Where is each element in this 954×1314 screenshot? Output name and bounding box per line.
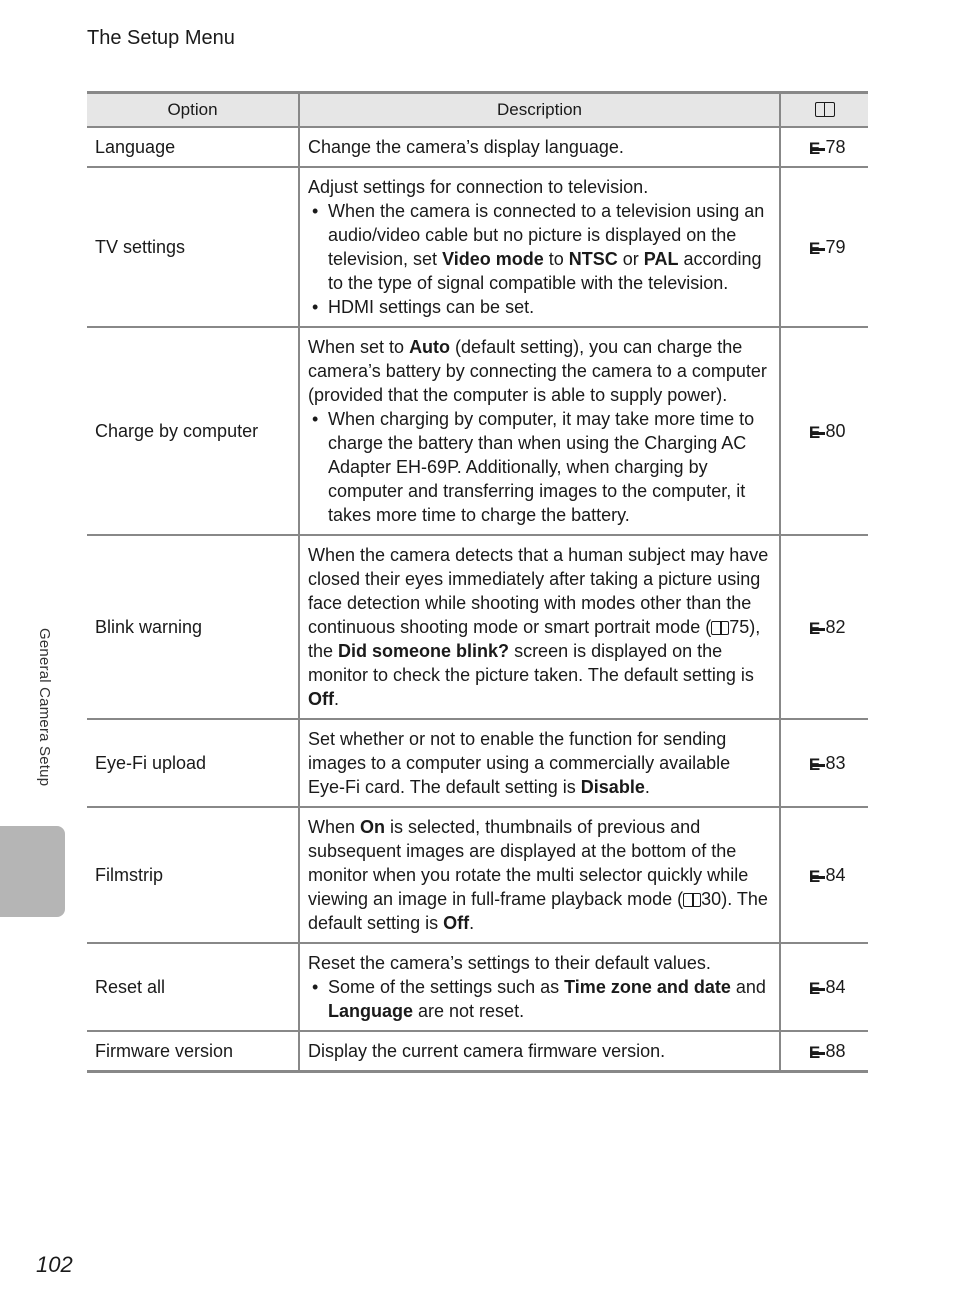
- page-reference: E 80: [780, 327, 868, 535]
- page-reference: E 84: [780, 807, 868, 943]
- page-reference: E 88: [780, 1031, 868, 1072]
- e-reference-icon: E: [803, 621, 825, 637]
- option-description: Change the camera’s display language.: [299, 127, 780, 167]
- e-reference-icon: E: [803, 425, 825, 441]
- table-row: [87, 127, 868, 167]
- option-name: Eye-Fi upload: [87, 719, 299, 807]
- column-header-reference: [780, 93, 868, 128]
- table-row: [87, 1031, 868, 1072]
- page-number: 102: [36, 1252, 73, 1277]
- option-description: When set to Auto (default setting), you can charge the camera’s battery by connecting the camera to a computer (provided that the computer is able to supply power). • When charging by computer, it may take more time to charge the battery than when using the Charging AC Adapter EH-69P. Additionally, when charging by computer and transferring images to the computer, it takes more time to charge the battery.: [299, 327, 780, 535]
- option-name: TV settings: [87, 167, 299, 327]
- column-header-description: Description: [299, 93, 780, 128]
- side-tab-label: General Camera Setup: [36, 628, 53, 787]
- option-name: Blink warning: [87, 535, 299, 719]
- book-icon: [711, 621, 729, 635]
- table-row: [87, 167, 868, 327]
- table-row: [87, 943, 868, 1031]
- e-reference-icon: E: [803, 981, 825, 997]
- table-row: [87, 535, 868, 719]
- table-row: [87, 327, 868, 535]
- option-description: Display the current camera firmware version.: [299, 1031, 780, 1072]
- option-description: Adjust settings for connection to television. • When the camera is connected to a television using an audio/video cable but no picture is displayed on the television, set Video mode to NTSC or PAL according to the type of signal compatible with the television. • HDMI settings can be set.: [299, 167, 780, 327]
- table-row: [87, 719, 868, 807]
- bullet-item: • When charging by computer, it may take more time to charge the battery than when using the Charging AC Adapter EH-69P. Additionally, when charging by computer and transferring images to the computer, it takes more time to charge the battery.: [308, 407, 771, 527]
- bullet-item: • When the camera is connected to a television using an audio/video cable but no picture is displayed on the television, set Video mode to NTSC or PAL according to the type of signal compatible with the television.: [308, 199, 771, 295]
- page-reference: E 82: [780, 535, 868, 719]
- option-name: Reset all: [87, 943, 299, 1031]
- page-reference: E 78: [780, 127, 868, 167]
- option-description: Set whether or not to enable the function for sending images to a computer using a commercially available Eye-Fi card. The default setting is Disable.: [299, 719, 780, 807]
- option-description: When the camera detects that a human subject may have closed their eyes immediately after taking a picture using face detection while shooting with modes other than the continuous shooting mode or smart portrait mode ( 75), the Did someone blink? screen is displayed on the monitor to check the picture taken. The default setting is Off.: [299, 535, 780, 719]
- page-reference: E 83: [780, 719, 868, 807]
- book-icon: [815, 102, 835, 117]
- table-row: [87, 807, 868, 943]
- book-icon: [683, 893, 701, 907]
- e-reference-icon: E: [803, 241, 825, 257]
- setup-menu-table: [87, 91, 868, 1073]
- e-reference-icon: E: [803, 141, 825, 157]
- e-reference-icon: E: [803, 869, 825, 885]
- option-name: Firmware version: [87, 1031, 299, 1072]
- e-reference-icon: E: [803, 1045, 825, 1061]
- side-tab: [0, 826, 65, 917]
- option-description: Reset the camera’s settings to their default values. • Some of the settings such as Time zone and date and Language are not reset.: [299, 943, 780, 1031]
- page-reference: E 84: [780, 943, 868, 1031]
- option-description: When On is selected, thumbnails of previous and subsequent images are displayed at the bottom of the monitor when you rotate the multi selector quickly while viewing an image in full-frame playback mode ( 30). The default setting is Off.: [299, 807, 780, 943]
- option-name: Filmstrip: [87, 807, 299, 943]
- option-name: Charge by computer: [87, 327, 299, 535]
- bullet-item: • Some of the settings such as Time zone and date and Language are not reset.: [308, 975, 771, 1023]
- bullet-item: • HDMI settings can be set.: [308, 295, 771, 319]
- e-reference-icon: E: [803, 757, 825, 773]
- section-title: The Setup Menu: [87, 27, 235, 49]
- table-header-row: [87, 93, 868, 128]
- option-name: Language: [87, 127, 299, 167]
- column-header-option: Option: [87, 93, 299, 128]
- page-reference: E 79: [780, 167, 868, 327]
